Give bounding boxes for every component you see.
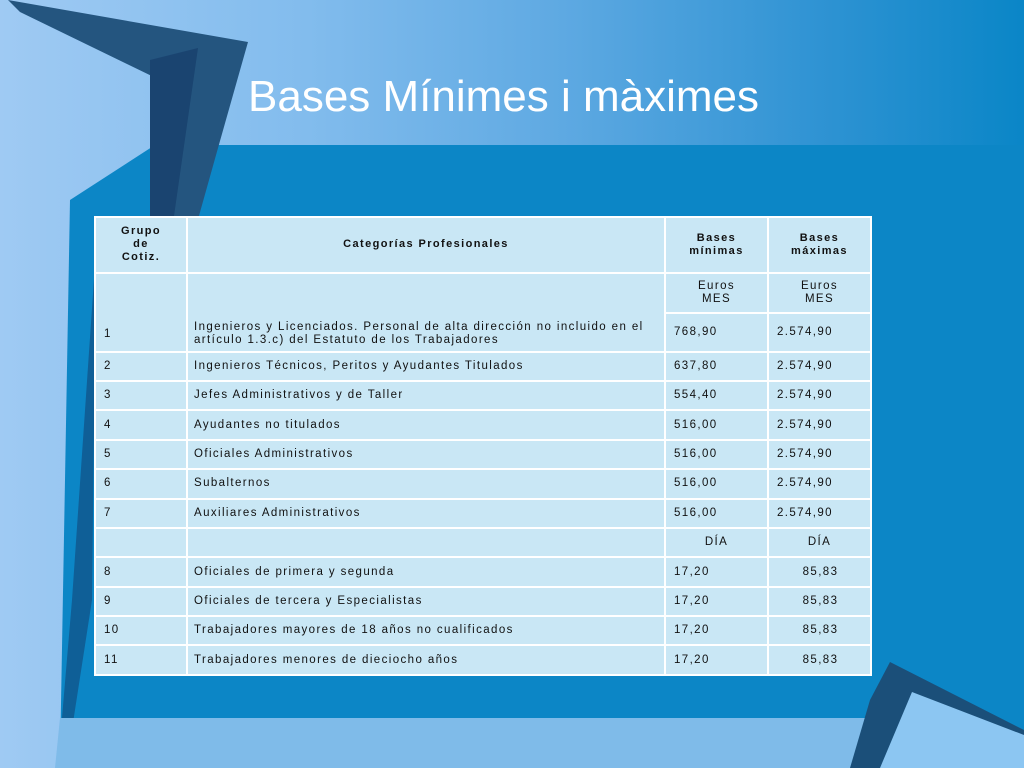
row-categoria: Oficiales de primera y segunda — [187, 557, 665, 586]
row-base-maxima: 2.574,90 — [768, 469, 871, 498]
unit-min-day: DÍA — [665, 528, 768, 557]
header-bases-minimas: Bases mínimas — [665, 217, 768, 273]
row-grupo: 8 — [95, 557, 187, 586]
unit-min-month: Euros MES — [665, 273, 768, 314]
row-categoria: Ingenieros Técnicos, Peritos y Ayudantes Titulados — [187, 352, 665, 381]
row-base-maxima: 85,83 — [768, 616, 871, 645]
row-grupo: 10 — [95, 616, 187, 645]
unit-max-day: DÍA — [768, 528, 871, 557]
header-bases-maximas: Bases máximas — [768, 217, 871, 273]
row-grupo: 5 — [95, 440, 187, 469]
row-base-maxima: 85,83 — [768, 587, 871, 616]
row-categoria: Trabajadores menores de dieciocho años — [187, 645, 665, 675]
header-categorias: Categorías Profesionales — [187, 217, 665, 273]
unit-blank-grupo — [95, 528, 187, 557]
row-base-maxima: 2.574,90 — [768, 410, 871, 439]
row-grupo: 11 — [95, 645, 187, 675]
table-row — [95, 410, 871, 439]
row-base-maxima: 85,83 — [768, 645, 871, 675]
row-base-minima: 768,90 — [665, 313, 768, 352]
row-base-minima: 516,00 — [665, 410, 768, 439]
unit-blank-grupo — [95, 273, 187, 352]
slide-title: Bases Mínimes i màximes — [248, 72, 760, 121]
row-base-minima: 17,20 — [665, 645, 768, 675]
table-row — [95, 587, 871, 616]
row-grupo: 4 — [95, 410, 187, 439]
table-row — [95, 469, 871, 498]
table-row — [95, 381, 871, 410]
row-grupo: 7 — [95, 499, 187, 528]
row-grupo: 6 — [95, 469, 187, 498]
unit-row-day — [95, 528, 871, 557]
row-grupo: 2 — [95, 352, 187, 381]
unit-blank-categoria — [187, 528, 665, 557]
row-base-minima: 17,20 — [665, 587, 768, 616]
row-grupo: 3 — [95, 381, 187, 410]
table-row — [95, 557, 871, 586]
header-row — [95, 217, 871, 273]
row-base-minima: 17,20 — [665, 616, 768, 645]
row-base-maxima: 2.574,90 — [768, 313, 871, 352]
table-row — [95, 645, 871, 675]
row-base-minima: 516,00 — [665, 440, 768, 469]
row-base-minima: 516,00 — [665, 469, 768, 498]
table-row — [95, 499, 871, 528]
row-categoria: Ayudantes no titulados — [187, 410, 665, 439]
row-base-maxima: 2.574,90 — [768, 352, 871, 381]
row-categoria: Auxiliares Administrativos — [187, 499, 665, 528]
unit-max-month: Euros MES — [768, 273, 871, 314]
row-base-minima: 516,00 — [665, 499, 768, 528]
row-base-minima: 17,20 — [665, 557, 768, 586]
table-row — [95, 352, 871, 381]
row-categoria: Trabajadores mayores de 18 años no cualificados — [187, 616, 665, 645]
row-categoria: Oficiales Administrativos — [187, 440, 665, 469]
row-categoria: Ingenieros y Licenciados. Personal de alta dirección no incluido en el artículo 1.3.c) del Estatuto de los Trabajadores — [194, 320, 644, 346]
row-base-minima: 554,40 — [665, 381, 768, 410]
row-base-maxima: 2.574,90 — [768, 381, 871, 410]
row-base-maxima: 2.574,90 — [768, 440, 871, 469]
table-row — [95, 440, 871, 469]
row-base-maxima: 2.574,90 — [768, 499, 871, 528]
header-grupo: Grupo de Cotiz. — [95, 217, 187, 273]
bases-table — [94, 216, 872, 676]
unit-row-month — [95, 273, 871, 314]
table-row — [95, 616, 871, 645]
unit-blank-categoria — [187, 273, 665, 352]
row-categoria: Jefes Administrativos y de Taller — [187, 381, 665, 410]
row-grupo: 1 — [104, 327, 112, 340]
bottom-band — [55, 718, 880, 768]
row-categoria: Oficiales de tercera y Especialistas — [187, 587, 665, 616]
row-grupo: 9 — [95, 587, 187, 616]
bases-table-container — [94, 216, 870, 676]
row-categoria: Subalternos — [187, 469, 665, 498]
row-base-minima: 637,80 — [665, 352, 768, 381]
row-base-maxima: 85,83 — [768, 557, 871, 586]
